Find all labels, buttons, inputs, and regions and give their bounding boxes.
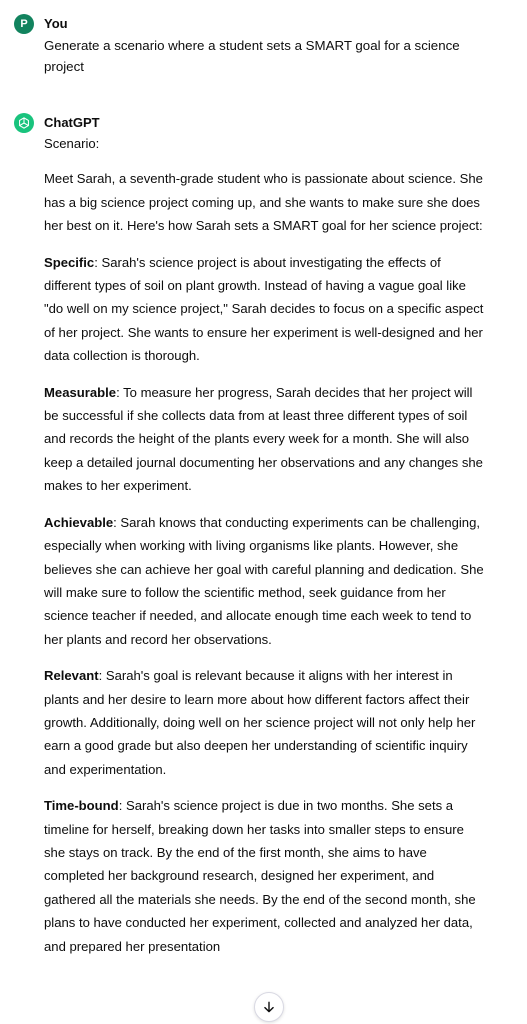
arrow-down-icon [262,1000,276,1014]
smart-section-specific [44,251,484,368]
user-avatar [14,14,34,34]
user-avatar-letter: P [20,18,28,30]
smart-section-measurable [44,381,484,498]
user-message-text: Generate a scenario where a student sets a SMART goal for a science project [44,38,460,74]
user-author-name: You [44,16,68,31]
section-text: : Sarah's goal is relevant because it aligns with her interest in plants and her desire to learn more about how different factors affect their growth. Additionally, doing well on her science project will not only help her earn a good grade but also deepen her understanding of scientific inquiry and experimentation. [44,668,476,777]
section-label: Measurable [44,384,117,400]
assistant-message [14,112,484,971]
section-label: Achievable [44,514,114,530]
scenario-label: Scenario: [44,136,100,151]
assistant-author-name: ChatGPT [44,115,100,130]
intro-paragraph: Meet Sarah, a seventh-grade student who is passionate about science. She has a big science project coming up, and she wants to make sure she does her best on it. Here's how Sarah sets a SMART goal for her science project: [44,171,483,234]
section-label: Specific [44,254,95,270]
section-text: : To measure her progress, Sarah decides that her project will be successful if she collects data from at least three different types of soil and records the height of the plants every week for a month. She will also keep a detailed journal documenting her observations and any changes she makes to her experiment. [44,384,483,494]
section-text: : Sarah knows that conducting experiments can be challenging, especially when working with living organisms like plants. However, she believes she can achieve her goal with careful planning and dedication. She will make sure to follow the scientific method, seek guidance from her science teacher if needed, and allocate enough time each week to tend to her plants and record her observations. [44,514,484,647]
smart-section-relevant [44,664,484,781]
section-label: Relevant [44,668,99,684]
section-label: Time-bound [44,798,119,814]
section-text: : Sarah's science project is due in two months. She sets a timeline for herself, breaking down her tasks into smaller steps to ensure she stays on track. By the end of the first month, she aims to have completed her background research, designed her experiment, and gathered all the materials she needs. By the end of the second month, she plans to have conducted her experiment, collected and analyzed her data, and prepared her presentation [44,798,476,954]
smart-section-achievable [44,511,484,651]
user-message [14,13,484,77]
assistant-message-body [44,132,484,958]
scroll-to-bottom-button[interactable] [254,992,284,1022]
openai-logo-icon [14,113,34,133]
smart-section-time-bound [44,794,484,958]
section-text: : Sarah's science project is about investigating the effects of different types of soil on plant growth. Instead of having a vague goal like "do well on my science project," Sarah decides to focus on a specific aspect of her project. She wants to ensure her experiment is well-designed and her data collection is thorough. [44,254,484,364]
